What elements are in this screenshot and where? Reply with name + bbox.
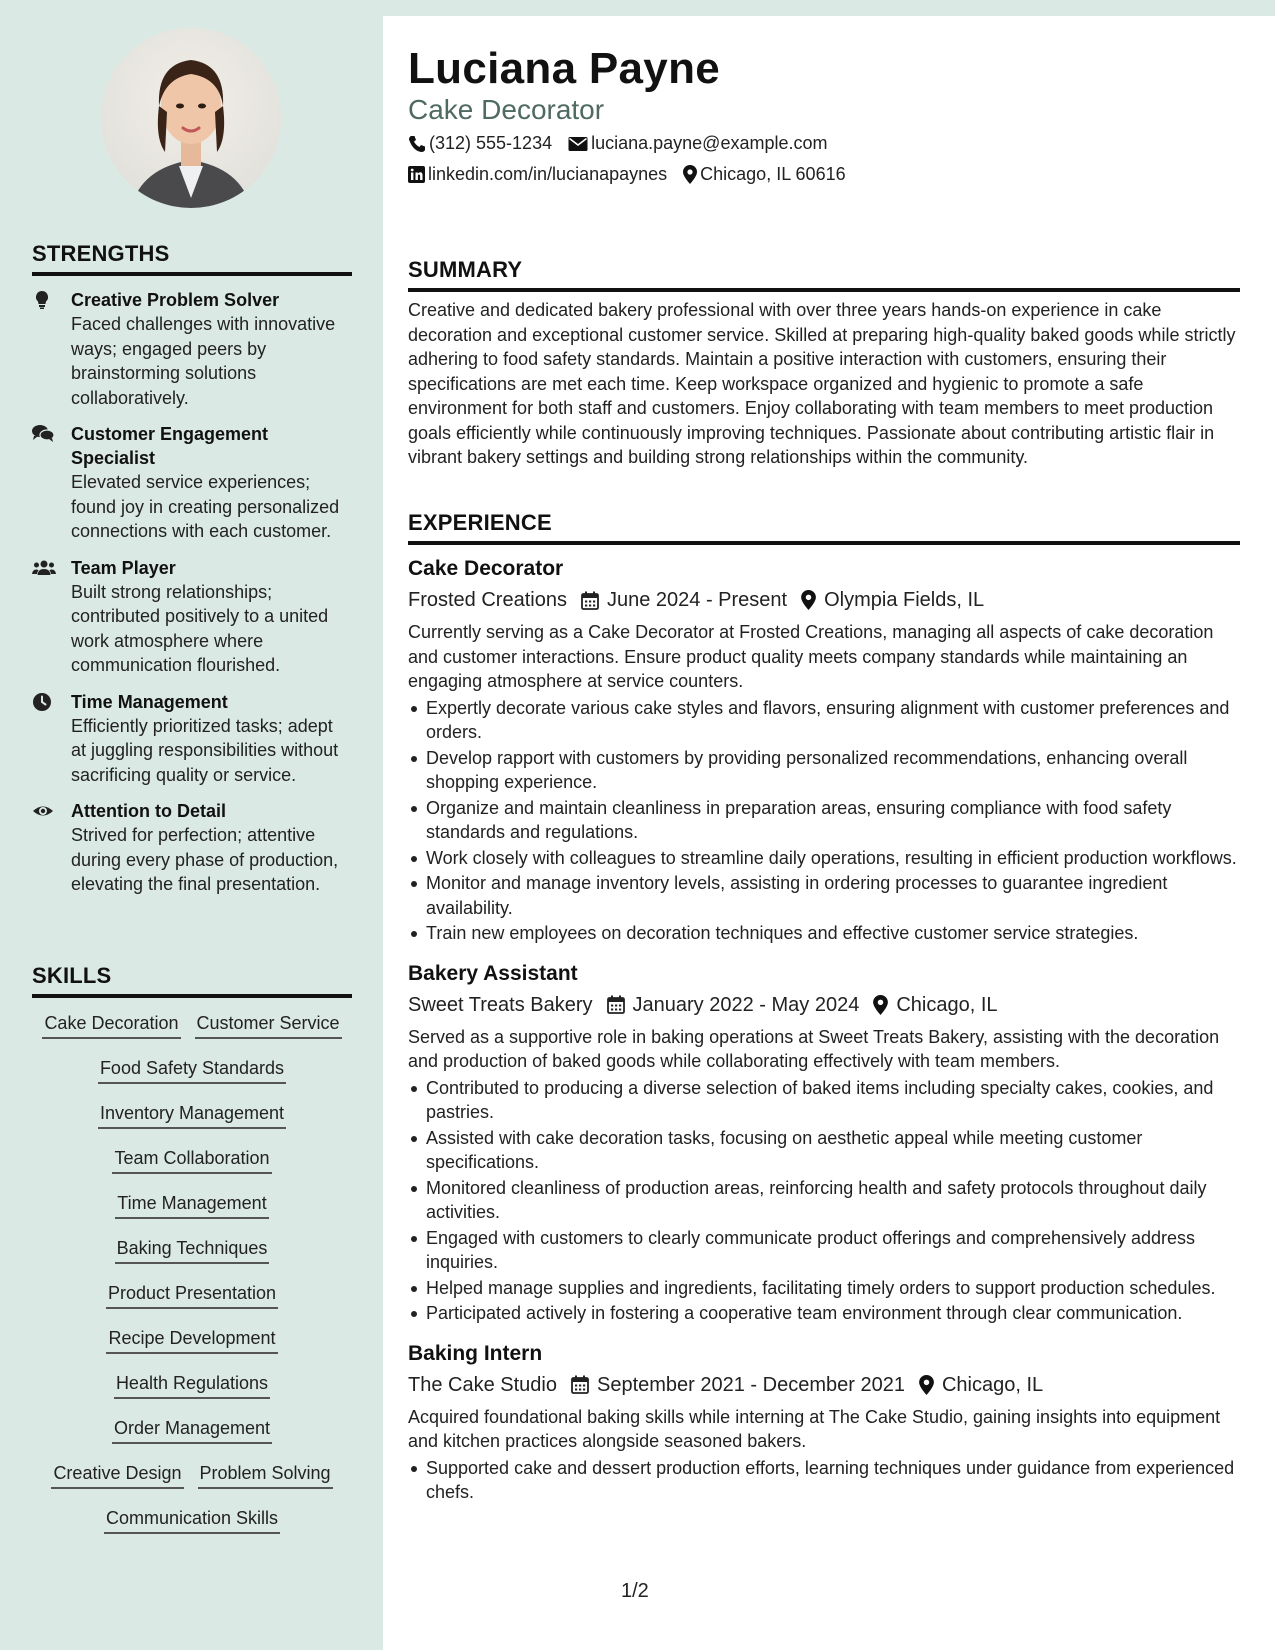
strength-item — [32, 422, 352, 544]
main-content — [383, 16, 1275, 1650]
contact-row-2 — [408, 164, 862, 185]
job-description: Acquired foundational baking skills while interning at The Cake Studio, gaining insights into equipment and kitchen practices alongside seasoned bakers. — [408, 1406, 1221, 1451]
job-dates-wrap — [607, 992, 860, 1018]
job-bullet: Expertly decorate various cake styles and flavors, ensuring alignment with customer preferences and orders. — [408, 696, 1240, 745]
job-location: Olympia Fields, IL — [824, 589, 985, 611]
skill-tag: Creative Design — [51, 1462, 183, 1489]
job-entry — [408, 960, 1240, 1326]
location-text: Chicago, IL 60616 — [700, 164, 846, 184]
job-bullets — [408, 1076, 1240, 1326]
summary-text: Creative and dedicated bakery professional with over three years hands-on experience in cake decoration and exceptional customer service. Skilled at preparing high-quality baked goods while strictly adhering to food safety standards. Maintain a positive interaction with customers, ensuring their specifications are met each time. Keep workspace organized and hygienic to promote a safe environment for both staff and customers. Enjoy collaborating with team members to meet production goals efficiently while continuously improving techniques. Passionate about contributing artistic flair in vibrant bakery settings and building strong relationships within the community. — [408, 300, 1236, 467]
lightbulb-icon — [32, 290, 54, 310]
skill-tag: Recipe Development — [106, 1327, 277, 1354]
calendar-icon — [571, 1375, 589, 1394]
eye-icon — [32, 801, 54, 821]
job-location-wrap — [801, 587, 984, 613]
job-bullet: Work closely with colleagues to streamline daily operations, resulting in efficient production workflows. — [408, 846, 1240, 871]
skill-tag: Product Presentation — [106, 1282, 278, 1309]
linkedin-contact[interactable] — [408, 164, 667, 185]
strength-title: Creative Problem Solver — [71, 290, 280, 310]
job-bullet: Contributed to producing a diverse selection of baked items including specialty cakes, cookies, and pastries. — [408, 1076, 1240, 1125]
job-description: Currently serving as a Cake Decorator at Frosted Creations, managing all aspects of cake decoration and customer interactions. Ensure product quality meets company standards while maintaining an engaging atmosphere at service counters. — [408, 622, 1214, 691]
envelope-icon — [568, 136, 588, 152]
job-location: Chicago, IL — [941, 1373, 1044, 1396]
calendar-icon — [581, 591, 599, 610]
skills-heading: SKILLS — [32, 963, 352, 998]
job-bullets — [408, 696, 1240, 946]
skill-tag: Food Safety Standards — [98, 1057, 286, 1084]
strength-description: Elevated service experiences; found joy in creating personalized connections with each customer. — [71, 472, 340, 541]
skill-tag: Communication Skills — [104, 1507, 280, 1534]
strength-description: Efficiently prioritized tasks; adept at juggling responsibilities without sacrificing quality or service. — [71, 715, 339, 785]
candidate-role: Cake Decorator — [408, 94, 605, 125]
clock-icon — [32, 692, 54, 712]
job-dates: January 2022 - May 2024 — [632, 993, 860, 1016]
skill-tag: Customer Service — [195, 1012, 342, 1039]
job-bullets — [408, 1456, 1240, 1505]
job-meta — [408, 1372, 1240, 1398]
map-pin-icon — [801, 590, 816, 610]
phone-contact[interactable] — [408, 133, 552, 154]
job-entry — [408, 555, 1240, 946]
skill-tag: Time Management — [115, 1192, 268, 1219]
job-bullet: Develop rapport with customers by providing personalized recommendations, enhancing overall shopping experience. — [408, 746, 1240, 795]
skill-tag: Cake Decoration — [42, 1012, 180, 1039]
linkedin-text: linkedin.com/in/lucianapaynes — [428, 164, 668, 184]
job-dates-wrap — [581, 587, 787, 613]
job-dates-wrap — [571, 1372, 905, 1398]
job-location: Chicago, IL — [896, 993, 998, 1016]
sidebar — [0, 0, 383, 1650]
job-bullet: Assisted with cake decoration tasks, focusing on aesthetic appeal while meeting customer specifications. — [408, 1126, 1240, 1175]
job-description: Served as a supportive role in baking operations at Sweet Treats Bakery, assisting with the decoration and production of baked goods while collaborating effectively with team members. — [408, 1026, 1220, 1071]
strength-item — [32, 799, 352, 897]
email-text: luciana.payne@example.com — [591, 133, 828, 153]
strength-title: Attention to Detail — [71, 801, 226, 821]
experience-section — [408, 510, 1240, 1505]
candidate-name: Luciana Payne — [408, 44, 721, 93]
job-title: Cake Decorator — [408, 557, 564, 580]
strength-item — [32, 556, 352, 678]
strength-title: Time Management — [71, 691, 228, 712]
skill-tag: Baking Techniques — [115, 1237, 270, 1264]
skill-tag: Order Management — [112, 1417, 272, 1444]
strength-description: Strived for perfection; attentive during every phase of production, elevating the final presentation. — [71, 825, 339, 894]
job-title: Bakery Assistant — [408, 961, 578, 985]
job-company: The Cake Studio — [408, 1373, 557, 1396]
job-company: Sweet Treats Bakery — [408, 993, 593, 1016]
comments-icon — [32, 424, 54, 444]
job-bullet: Organize and maintain cleanliness in preparation areas, ensuring compliance with food safety standards and regulations. — [408, 796, 1240, 845]
skills-section — [32, 963, 352, 1552]
location-contact — [683, 164, 845, 185]
job-dates: September 2021 - December 2021 — [596, 1373, 905, 1396]
job-bullet: Train new employees on decoration techniques and effective customer service strategies. — [408, 921, 1240, 946]
experience-heading: EXPERIENCE — [408, 510, 1240, 545]
job-bullet: Monitor and manage inventory levels, assisting in ordering processes to guarantee ingredient availability. — [408, 871, 1240, 920]
profile-photo — [101, 28, 281, 208]
page-number: 1/2 — [621, 1580, 649, 1602]
strength-item — [32, 690, 352, 788]
strength-title: Team Player — [71, 557, 176, 578]
job-meta — [408, 992, 1240, 1018]
calendar-icon — [607, 995, 625, 1014]
summary-heading: SUMMARY — [408, 257, 1240, 292]
strength-description: Faced challenges with innovative ways; engaged peers by brainstorming solutions collaboratively. — [71, 314, 336, 408]
skill-tag: Problem Solving — [198, 1462, 333, 1489]
linkedin-icon — [408, 166, 425, 183]
job-dates: June 2024 - Present — [606, 589, 788, 611]
job-location-wrap — [919, 1372, 1043, 1398]
phone-icon — [408, 135, 426, 153]
strengths-section — [32, 241, 352, 897]
summary-section — [408, 257, 1240, 470]
strength-item — [32, 288, 352, 410]
map-pin-icon — [683, 165, 697, 184]
skill-tag: Inventory Management — [98, 1102, 286, 1129]
map-pin-icon — [873, 995, 888, 1015]
job-bullet: Supported cake and dessert production efforts, learning techniques under guidance from experienced chefs. — [408, 1456, 1240, 1505]
job-title: Baking Intern — [408, 1341, 543, 1365]
job-bullet: Helped manage supplies and ingredients, facilitating timely orders to support production schedules. — [408, 1276, 1240, 1301]
job-bullet: Monitored cleanliness of production areas, reinforcing health and safety protocols throughout daily activities. — [408, 1176, 1240, 1225]
job-bullet: Engaged with customers to clearly communicate product offerings and comprehensively address inquiries. — [408, 1226, 1240, 1275]
email-contact[interactable] — [568, 133, 827, 154]
job-bullet: Participated actively in fostering a cooperative team environment through clear communication. — [408, 1301, 1240, 1326]
skill-tag: Team Collaboration — [112, 1147, 271, 1174]
job-company: Frosted Creations — [408, 589, 567, 611]
job-entry — [408, 1340, 1240, 1505]
phone-text: (312) 555-1234 — [429, 133, 553, 153]
skill-tag: Health Regulations — [114, 1372, 270, 1399]
users-icon — [32, 558, 54, 578]
job-location-wrap — [873, 992, 997, 1018]
strengths-heading: STRENGTHS — [32, 241, 352, 276]
strength-description: Built strong relationships; contributed positively to a united work atmosphere where communication flourished. — [71, 581, 329, 675]
contact-row-1 — [408, 133, 844, 154]
map-pin-icon — [919, 1375, 934, 1395]
job-meta — [408, 587, 1240, 613]
strength-title: Customer Engagement Specialist — [71, 424, 269, 468]
skills-list — [32, 1012, 352, 1552]
